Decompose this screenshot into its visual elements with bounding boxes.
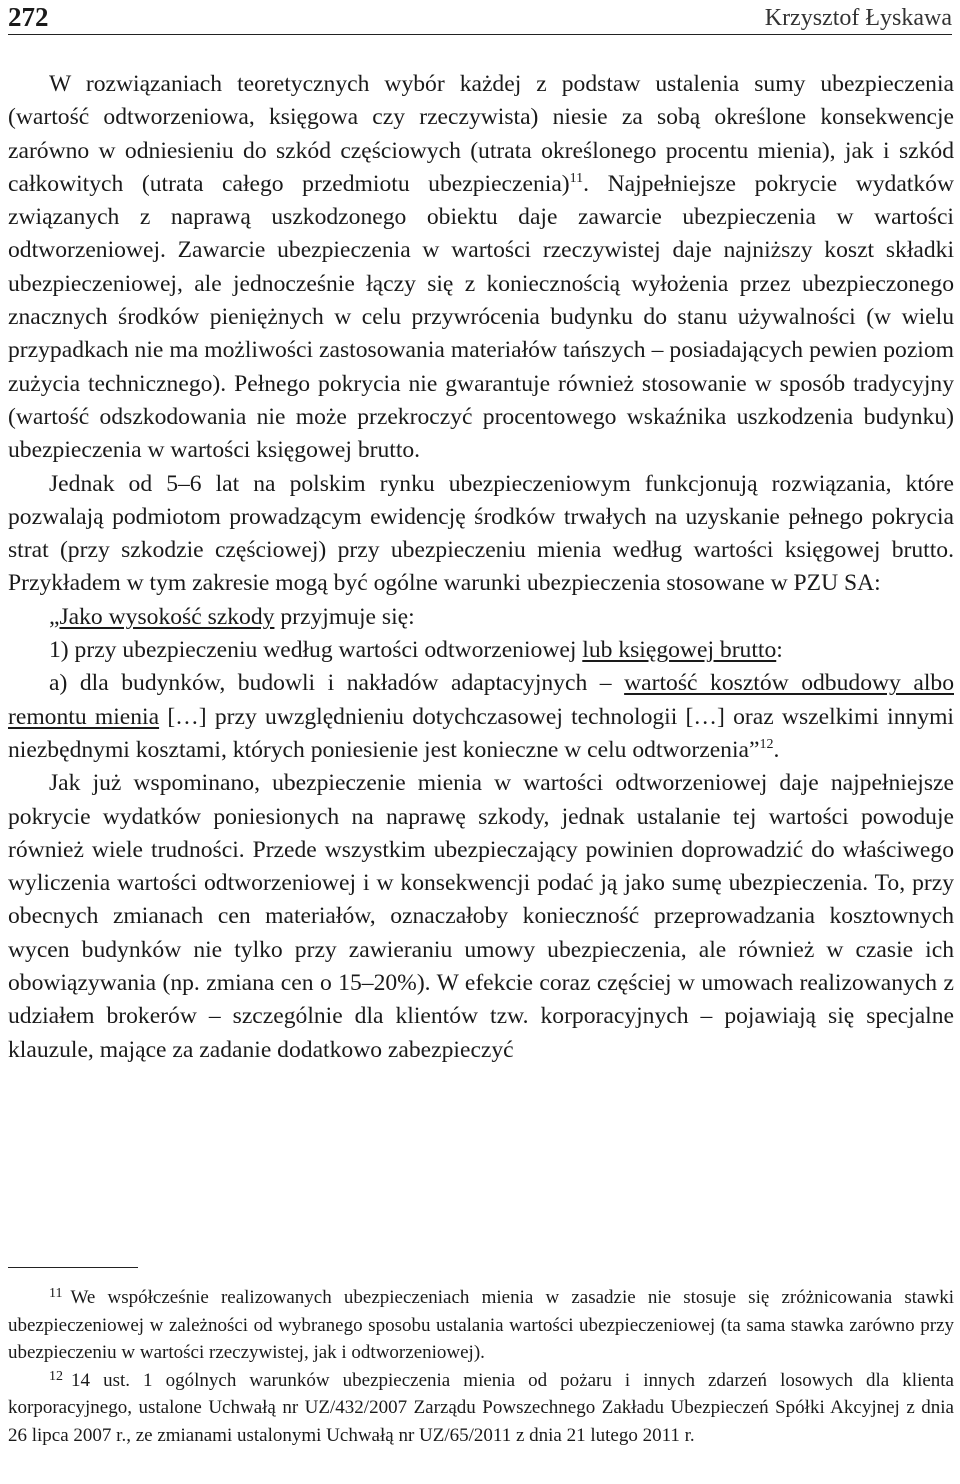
- running-head-author: Krzysztof Łyskawa: [764, 5, 952, 31]
- quote-line-3-part-b: […] przy uwzględnieniu dotychczasowej technologii […] oraz wszelkimi innymi niezbędnymi kosztami, których poniesienie jest konieczne w celu odtworzenia”: [8, 703, 954, 763]
- footnote-11: [8, 1284, 954, 1367]
- body-text: [8, 68, 954, 1067]
- footnote-ref-11[interactable]: 11: [569, 170, 584, 186]
- paragraph-1-part-a: W rozwiązaniach teoretycznych wybór każdej z podstaw ustalenia sumy ubezpieczenia (wartość odtworzeniowa, księgowa czy rzeczywista) niesie za sobą określone konsekwencje zarówno w odniesieniu do szkód częściowych (utrata określonego procentu mienia), jak i szkód całkowitych (utrata całego przedmiotu ubezpieczenia): [8, 71, 954, 197]
- quote-line-2-underlined: lub księgowej brutto: [582, 637, 777, 664]
- quote-line-1: [8, 601, 954, 634]
- quote-line-2-part-b: :: [776, 637, 783, 664]
- footnote-number: 12: [49, 1368, 63, 1384]
- paragraph-1: [8, 68, 954, 468]
- footnote-number: 11: [49, 1286, 63, 1301]
- footnote-text: We współcześnie realizowanych ubezpieczeniach mienia w zasadzie nie stosuje się zróżnicowania stawki ubezpieczeniowej w zależności od wybranego sposobu ustalania wartości ubezpieczeniowej (ta sama stawka zarówno przy ubezpieczeniu w wartości rzeczywistej, jak i odtworzeniowej).: [8, 1287, 954, 1363]
- page-number: 272: [8, 2, 49, 32]
- footnote-divider: [8, 1267, 138, 1268]
- quote-open-mark: „: [49, 603, 60, 630]
- footnote-12: [8, 1367, 954, 1450]
- footnote-text: 14 ust. 1 ogólnych warunków ubezpieczenia mienia od pożaru i innych zdarzeń losowych dla klienta korporacyjnego, ustalone Uchwałą nr UZ/432/2007 Zarządu Powszechnego Zakładu Ubezpieczeń Spółki Akcyjnej z dnia 26 lipca 2007 r., ze zmianami ustalonymi Uchwałą nr UZ/65/2011 z dnia 21 lutego 2011 r.: [8, 1369, 954, 1446]
- quote-line-3-part-c: .: [773, 736, 780, 763]
- paragraph-3: Jak już wspominano, ubezpieczenie mienia w wartości odtworzeniowej daje najpełniejsze pokrycie wydatków poniesionych na naprawę szkody, jednak ustalanie tej wartości powoduje również wiele trudności. Przede wszystkim ubezpieczający powinien doprowadzić do właściwego wyliczenia wartości odtworzeniowej i w konsekwencji podać ją jako sumę ubezpieczenia. To, przy obecnych zmianach cen materiałów, oznaczałoby konieczność przeprowadzania kosztownych wycen budynków nie tylko przy zawieraniu umowy ubezpieczenia, ale również w czasie ich obowiązywania (np. zmiana cen o 15–20%). W efekcie coraz częściej w umowach realizowanych z udziałem brokerów – szczególnie dla klientów tzw. korporacyjnych – pojawiają się specjalne klauzule, mające za zadanie dodatkowo zabezpieczyć: [8, 770, 954, 1063]
- paragraph-2: Jednak od 5–6 lat na polskim rynku ubezpieczeniowym funkcjonują rozwiązania, które pozwalają podmiotom prowadzącym ewidencję środków trwałych na uzyskanie pełnego pokrycia strat (przy szkodzie częściowej) przy ubezpieczeniu mienia według wartości księgowej brutto. Przykładem w tym zakresie mogą być ogólne warunki ubezpieczenia stosowane w PZU SA:: [8, 470, 954, 597]
- quote-line-2: [8, 634, 954, 667]
- quote-line-1-rest: przyjmuje się:: [274, 603, 415, 630]
- quote-line-3: [8, 667, 954, 767]
- page-header: [8, 0, 952, 35]
- quote-line-2-part-a: 1) przy ubezpieczeniu według wartości odtworzeniowej: [49, 637, 583, 664]
- quote-line-3-part-a: a) dla budynków, budowli i nakładów adaptacyjnych –: [49, 670, 625, 697]
- quote-line-3-underlined: wartość kosztów odbudowy albo remontu mienia: [8, 670, 954, 730]
- paragraph-1-part-b: . Najpełniejsze pokrycie wydatków związanych z naprawą uszkodzonego obiektu daje zawarcie ubezpieczenia w wartości odtworzeniowej. Zawarcie ubezpieczenia w wartości rzeczywistej daje najniższy koszt składki ubezpieczeniowej, ale jednocześnie łączy się z koniecznością wyłożenia przez ubezpieczonego znacznych środków pieniężnych w celu przywrócenia budynku do stanu używalności (w wielu przypadkach nie ma możliwości zastosowania materiałów tańszych – posiadających pewien poziom zużycia technicznego). Pełnego pokrycia nie gwarantuje również stosowanie w sposób tradycyjny (wartość odszkodowania nie może przekroczyć procentowego wskaźnika uszkodzenia budynku) ubezpieczenia w wartości księgowej brutto.: [8, 170, 954, 464]
- footnotes: [8, 1284, 954, 1449]
- quote-underlined-term: Jako wysokość szkody: [59, 603, 275, 630]
- footnote-ref-12[interactable]: 12: [759, 736, 774, 752]
